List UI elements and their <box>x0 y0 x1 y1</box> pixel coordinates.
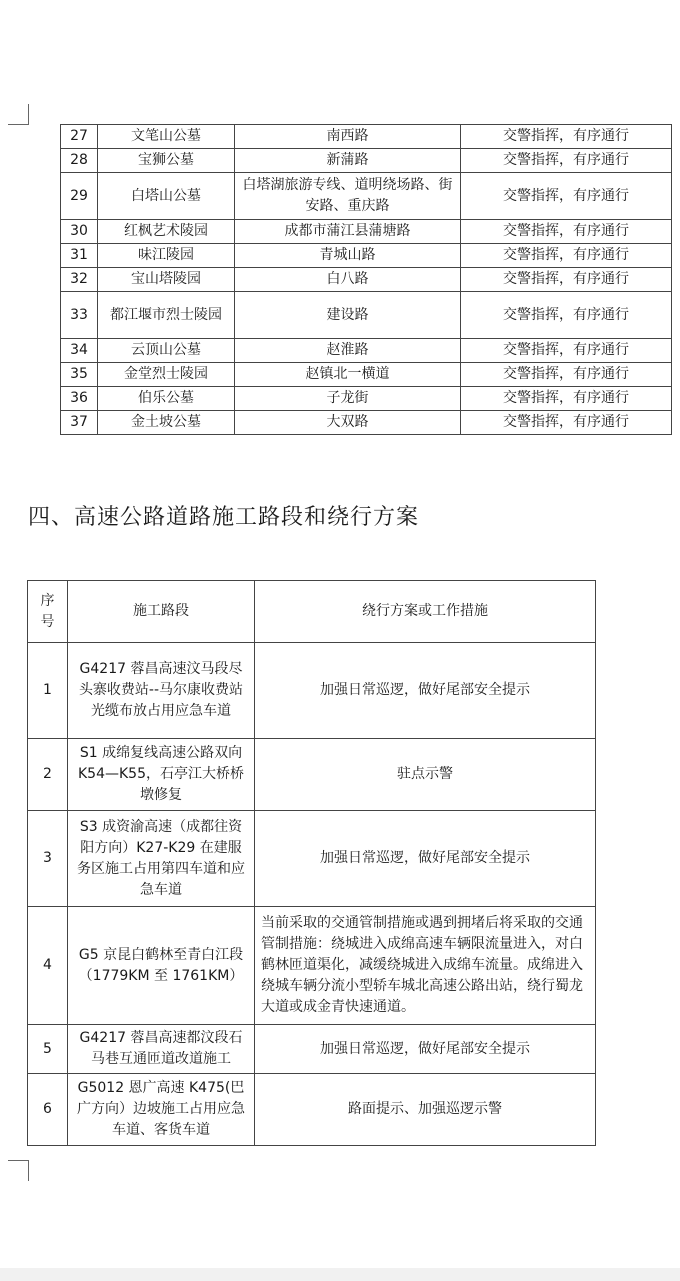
row-number: 32 <box>61 268 98 292</box>
detour-plan: 加强日常巡逻，做好尾部安全提示 <box>255 811 596 907</box>
road-name: 南西路 <box>235 125 461 149</box>
road-name: 青城山路 <box>235 244 461 268</box>
cemetery-name: 都江堰市烈士陵园 <box>98 292 235 339</box>
row-number: 30 <box>61 220 98 244</box>
table-row <box>28 811 596 907</box>
table-row <box>61 149 672 173</box>
traffic-measure: 交警指挥，有序通行 <box>461 125 672 149</box>
row-number: 27 <box>61 125 98 149</box>
detour-plan: 当前采取的交通管制措施或遇到拥堵后将采取的交通管制措施：绕城进入成绵高速车辆限流量进入，对白鹤林匝道渠化，减缓绕城进入成绵车流量。成绵进入绕城车辆分流小型轿车城北高速公路出站，绕行蜀龙大道或成金青快速通道。 <box>255 907 596 1025</box>
construction-section: G4217 蓉昌高速汶马段尽头寨收费站--马尔康收费站 光缆布放占用应急车道 <box>68 643 255 739</box>
traffic-measure: 交警指挥，有序通行 <box>461 173 672 220</box>
row-number: 34 <box>61 339 98 363</box>
detour-plan: 驻点示警 <box>255 739 596 811</box>
table-row <box>28 1025 596 1074</box>
table-row <box>28 643 596 739</box>
table-row <box>28 907 596 1025</box>
row-number: 2 <box>28 739 68 811</box>
row-number: 1 <box>28 643 68 739</box>
cemetery-name: 白塔山公墓 <box>98 173 235 220</box>
road-name: 白塔湖旅游专线、道明绕场路、街安路、重庆路 <box>235 173 461 220</box>
row-number: 5 <box>28 1025 68 1074</box>
detour-plan: 加强日常巡逻，做好尾部安全提示 <box>255 1025 596 1074</box>
page-corner-mark <box>8 1160 29 1181</box>
cemetery-name: 伯乐公墓 <box>98 387 235 411</box>
table-row <box>28 1074 596 1146</box>
construction-section: S3 成资渝高速（成都往资阳方向）K27-K29 在建服务区施工占用第四车道和应急车道 <box>68 811 255 907</box>
table-header-row <box>28 581 596 643</box>
table-row <box>61 411 672 435</box>
table-row <box>61 268 672 292</box>
cemetery-traffic-table <box>60 124 672 435</box>
cemetery-name: 宝山塔陵园 <box>98 268 235 292</box>
traffic-measure: 交警指挥，有序通行 <box>461 268 672 292</box>
row-number: 37 <box>61 411 98 435</box>
construction-section: S1 成绵复线高速公路双向 K54—K55，石亭江大桥桥墩修复 <box>68 739 255 811</box>
cemetery-name: 云顶山公墓 <box>98 339 235 363</box>
construction-section: G4217 蓉昌高速都汶段石马巷互通匝道改道施工 <box>68 1025 255 1074</box>
row-number: 36 <box>61 387 98 411</box>
table-row <box>28 739 596 811</box>
cemetery-name: 宝狮公墓 <box>98 149 235 173</box>
table-row <box>61 363 672 387</box>
bottom-bar <box>0 1268 680 1281</box>
traffic-measure: 交警指挥，有序通行 <box>461 220 672 244</box>
traffic-measure: 交警指挥，有序通行 <box>461 363 672 387</box>
table-row <box>61 387 672 411</box>
cemetery-name: 味江陵园 <box>98 244 235 268</box>
row-number: 28 <box>61 149 98 173</box>
road-name: 成都市蒲江县蒲塘路 <box>235 220 461 244</box>
road-name: 子龙街 <box>235 387 461 411</box>
row-number: 33 <box>61 292 98 339</box>
cemetery-name: 金堂烈士陵园 <box>98 363 235 387</box>
row-number: 3 <box>28 811 68 907</box>
cemetery-name: 金土坡公墓 <box>98 411 235 435</box>
road-name: 赵淮路 <box>235 339 461 363</box>
header-plan: 绕行方案或工作措施 <box>255 581 596 643</box>
traffic-measure: 交警指挥，有序通行 <box>461 387 672 411</box>
detour-plan: 加强日常巡逻，做好尾部安全提示 <box>255 643 596 739</box>
detour-plan: 路面提示、加强巡逻示警 <box>255 1074 596 1146</box>
construction-section: G5 京昆白鹤林至青白江段（1779KM 至 1761KM） <box>68 907 255 1025</box>
row-number: 31 <box>61 244 98 268</box>
cemetery-name: 文笔山公墓 <box>98 125 235 149</box>
traffic-measure: 交警指挥，有序通行 <box>461 339 672 363</box>
road-name: 白八路 <box>235 268 461 292</box>
row-number: 4 <box>28 907 68 1025</box>
table-row <box>61 173 672 220</box>
page-corner-mark <box>8 104 29 125</box>
table-row <box>61 244 672 268</box>
header-section: 施工路段 <box>68 581 255 643</box>
road-name: 大双路 <box>235 411 461 435</box>
cemetery-name: 红枫艺术陵园 <box>98 220 235 244</box>
row-number: 35 <box>61 363 98 387</box>
highway-construction-table <box>27 580 596 1146</box>
table-row <box>61 339 672 363</box>
traffic-measure: 交警指挥，有序通行 <box>461 149 672 173</box>
table-row <box>61 125 672 149</box>
traffic-measure: 交警指挥，有序通行 <box>461 244 672 268</box>
section-heading: 四、高速公路道路施工路段和绕行方案 <box>28 505 420 530</box>
table-row <box>61 220 672 244</box>
road-name: 建设路 <box>235 292 461 339</box>
row-number: 29 <box>61 173 98 220</box>
road-name: 赵镇北一横道 <box>235 363 461 387</box>
traffic-measure: 交警指挥，有序通行 <box>461 411 672 435</box>
row-number: 6 <box>28 1074 68 1146</box>
table-row <box>61 292 672 339</box>
traffic-measure: 交警指挥，有序通行 <box>461 292 672 339</box>
road-name: 新蒲路 <box>235 149 461 173</box>
header-number: 序号 <box>28 581 68 643</box>
construction-section: G5012 恩广高速 K475(巴广方向）边坡施工占用应急车道、客货车道 <box>68 1074 255 1146</box>
